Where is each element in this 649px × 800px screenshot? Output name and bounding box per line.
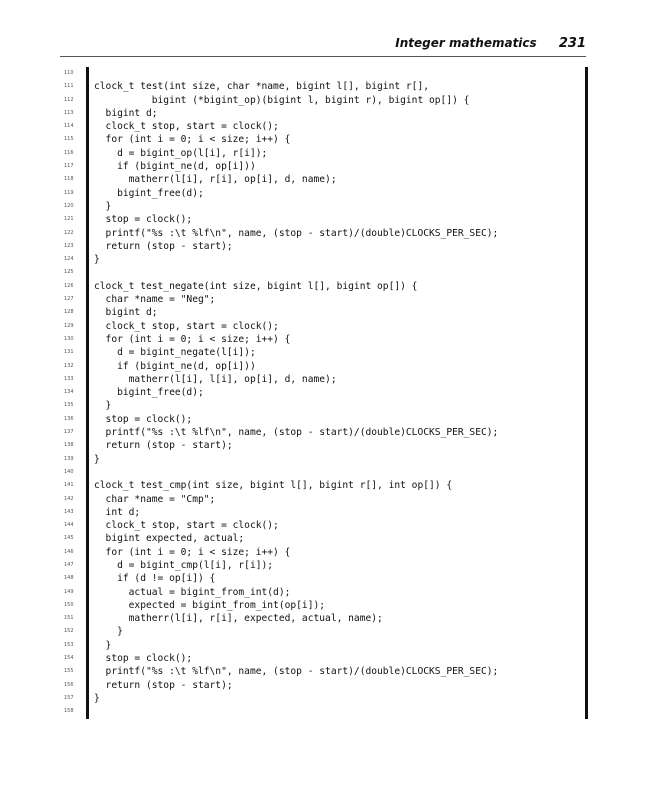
code-text: char *name = "Cmp"; [94,493,216,505]
code-line [0,386,649,399]
code-text: } [94,692,100,704]
line-number: 131 [64,349,74,356]
code-line [0,213,649,226]
line-number: 151 [64,615,74,622]
line-number: 110 [64,70,74,76]
line-number: 138 [64,442,74,449]
code-line [0,120,649,133]
code-line [0,240,649,253]
code-line [0,665,649,678]
code-line [0,253,649,266]
code-line [0,187,649,200]
line-number: 130 [64,335,74,342]
line-number: 154 [64,655,74,662]
line-number: 142 [64,495,74,502]
code-line [0,453,649,466]
page-number: 231 [558,36,586,51]
code-line [0,679,649,692]
code-line [0,546,649,559]
code-text: for (int i = 0; i < size; i++) { [94,333,291,345]
code-line [0,439,649,452]
code-text: return (stop - start); [94,440,233,452]
code-text: bigint expected, actual; [94,533,245,545]
code-line [0,280,649,293]
line-number: 117 [64,163,74,170]
line-number: 150 [64,601,74,608]
line-number: 125 [64,269,74,276]
code-text: if (d != op[i]) { [94,573,216,585]
code-line [0,426,649,439]
code-text: char *name = "Neg"; [94,294,216,306]
code-text: clock_t stop, start = clock(); [94,320,279,332]
code-text: } [94,626,123,638]
code-line [0,493,649,506]
line-number: 132 [64,362,74,369]
code-line [0,639,649,652]
code-text: return (stop - start); [94,240,233,252]
line-number: 145 [64,535,74,542]
code-line [0,160,649,173]
line-number: 143 [64,508,74,515]
line-number: 112 [64,96,74,103]
code-text: matherr(l[i], r[i], op[i], d, name); [94,174,337,186]
code-text: for (int i = 0; i < size; i++) { [94,546,291,558]
code-line [0,612,649,625]
line-number: 123 [64,242,74,249]
code-line [0,133,649,146]
code-text: int d; [94,506,141,518]
code-line [0,67,649,80]
line-number: 156 [64,681,74,688]
line-number: 128 [64,309,74,316]
line-number: 139 [64,455,74,462]
line-number: 158 [64,708,74,715]
code-text: clock_t stop, start = clock(); [94,121,279,133]
code-line [0,599,649,612]
code-line [0,266,649,279]
line-number: 134 [64,389,74,396]
code-text: clock_t stop, start = clock(); [94,520,279,532]
code-line [0,94,649,107]
code-line [0,107,649,120]
code-line [0,293,649,306]
code-line [0,479,649,492]
page-header [0,36,586,51]
line-number: 133 [64,375,74,382]
header-rule [60,56,586,57]
line-number: 116 [64,149,74,156]
code-text: clock_t test_negate(int size, bigint l[], bigint op[]) { [94,280,418,292]
code-line [0,320,649,333]
code-text: if (bigint_ne(d, op[i])) [94,360,256,372]
code-text: matherr(l[i], l[i], op[i], d, name); [94,373,337,385]
code-text: clock_t test(int size, char *name, bigint l[], bigint r[], [94,81,430,93]
code-line [0,692,649,705]
line-number: 114 [64,123,74,130]
code-line [0,519,649,532]
code-line [0,200,649,213]
line-number: 111 [64,83,74,90]
code-text: printf("%s :\t %lf\n", name, (stop - start)/(double)CLOCKS_PER_SEC); [94,666,499,678]
code-line [0,705,649,718]
line-number: 119 [64,189,74,196]
code-line [0,147,649,160]
code-text: } [94,200,112,212]
code-text: clock_t test_cmp(int size, bigint l[], bigint r[], int op[]) { [94,480,453,492]
line-number: 155 [64,668,74,675]
code-line [0,373,649,386]
code-line [0,227,649,240]
code-line [0,466,649,479]
code-line [0,559,649,572]
line-number: 149 [64,588,74,595]
code-text: } [94,453,100,465]
code-text: } [94,254,100,266]
line-number: 118 [64,176,74,183]
line-number: 121 [64,216,74,223]
code-line [0,80,649,93]
code-text: for (int i = 0; i < size; i++) { [94,134,291,146]
code-text: if (bigint_ne(d, op[i])) [94,161,256,173]
code-line [0,346,649,359]
code-text: bigint_free(d); [94,187,204,199]
code-text: } [94,400,112,412]
line-number: 113 [64,109,74,116]
line-number: 137 [64,429,74,436]
line-number: 146 [64,548,74,555]
line-number: 122 [64,229,74,236]
code-line [0,652,649,665]
code-text: stop = clock(); [94,413,193,425]
code-line [0,333,649,346]
line-number: 136 [64,415,74,422]
code-line [0,399,649,412]
code-text: } [94,639,112,651]
line-number: 135 [64,402,74,409]
line-number: 140 [64,468,74,475]
code-text: printf("%s :\t %lf\n", name, (stop - start)/(double)CLOCKS_PER_SEC); [94,227,499,239]
line-number: 126 [64,282,74,289]
line-number: 157 [64,694,74,701]
line-number: 115 [64,136,74,143]
code-text: matherr(l[i], r[i], expected, actual, name); [94,613,383,625]
line-number: 152 [64,628,74,635]
code-line [0,306,649,319]
code-line [0,625,649,638]
code-line [0,413,649,426]
code-line [0,572,649,585]
code-text: printf("%s :\t %lf\n", name, (stop - start)/(double)CLOCKS_PER_SEC); [94,427,499,439]
code-text: bigint (*bigint_op)(bigint l, bigint r), bigint op[]) { [94,94,470,106]
code-text: actual = bigint_from_int(d); [94,586,291,598]
line-number: 124 [64,256,74,263]
line-number: 120 [64,202,74,209]
code-listing [0,67,649,719]
line-number: 144 [64,522,74,529]
code-line [0,586,649,599]
running-title: Integer mathematics [395,36,537,50]
code-text: stop = clock(); [94,214,193,226]
code-text: return (stop - start); [94,679,233,691]
code-line [0,173,649,186]
code-text: d = bigint_negate(l[i]); [94,347,256,359]
code-text: expected = bigint_from_int(op[i]); [94,599,326,611]
code-text: bigint d; [94,107,158,119]
code-text: bigint d; [94,307,158,319]
code-text: d = bigint_op(l[i], r[i]); [94,147,268,159]
line-number: 153 [64,641,74,648]
code-text: bigint_free(d); [94,387,204,399]
code-line [0,532,649,545]
line-number: 141 [64,482,74,489]
line-number: 148 [64,575,74,582]
line-number: 127 [64,296,74,303]
line-number: 147 [64,561,74,568]
line-number: 129 [64,322,74,329]
code-line [0,506,649,519]
code-text: stop = clock(); [94,653,193,665]
code-line [0,360,649,373]
code-text: d = bigint_cmp(l[i], r[i]); [94,559,274,571]
